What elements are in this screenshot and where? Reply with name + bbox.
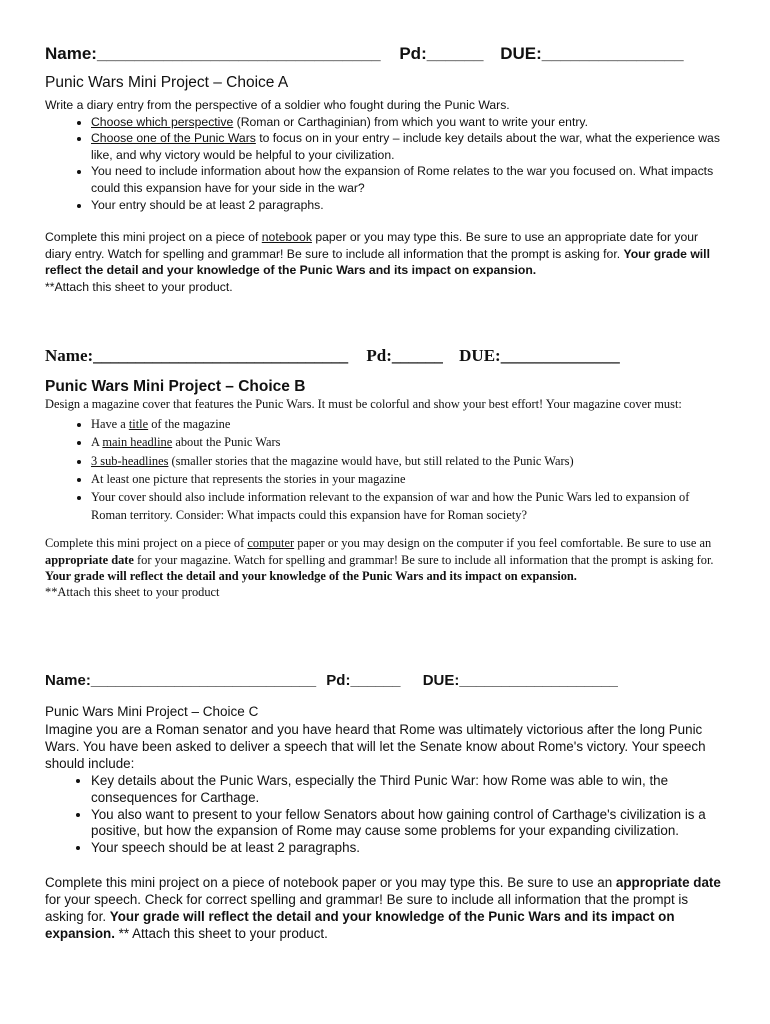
choice-c-list (45, 773, 725, 858)
choice-a-title: Punic Wars Mini Project – Choice A (45, 74, 289, 91)
choice-b-intro: Design a magazine cover that features the Punic Wars. It must be colorful and show your best effort! Your magazine cover must: (45, 397, 682, 411)
choice-a-list (45, 114, 725, 214)
choice-c-title: Punic Wars Mini Project – Choice C (45, 704, 259, 719)
name-blank: ___________________________ (90, 672, 317, 689)
attach-note: **Attach this sheet to your product. (45, 279, 233, 294)
pd-label: Pd: (399, 44, 427, 63)
choice-a-header (45, 44, 725, 64)
list-item: • Your entry should be at least 2 paragraphs. (91, 197, 725, 214)
attach-note: **Attach this sheet to your product (45, 585, 220, 600)
choice-c-section (45, 672, 725, 943)
choice-c-intro: Imagine you are a Roman senator and you have heard that Rome was ultimately victorious after the long Punic Wars. You have been asked to deliver a speech that will let the Senate know about Rome's victory. Your speech should include: (45, 722, 706, 771)
choice-a-intro: Write a diary entry from the perspective of a soldier who fought during the Punic Wars. (45, 98, 510, 112)
name-label: Name: (45, 346, 94, 365)
name-label: Name: (45, 44, 97, 63)
list-item: • Choose one of the Punic Wars to focus on in your entry – include key details about the war, what the experience was like, and why victory would be helpful to your civilization. (91, 130, 725, 163)
name-blank: ______________________________ (96, 44, 381, 63)
due-label: DUE: (459, 346, 501, 365)
grade-note: Your grade will reflect the detail and your knowledge of the Punic Wars and its impact on expansion. (45, 568, 577, 583)
list-item: • 3 sub-headlines (smaller stories that the magazine would have, but still related to the Punic Wars) (91, 452, 725, 470)
pd-label: Pd: (326, 672, 351, 689)
list-item: • At least one picture that represents the stories in your magazine (91, 470, 725, 488)
choice-c-header (45, 672, 725, 689)
name-label: Name: (45, 672, 91, 689)
list-item: • Have a title of the magazine (91, 415, 725, 433)
list-item: • Choose which perspective (Roman or Carthaginian) from which you want to write your entry. (91, 114, 725, 131)
pd-blank: ______ (391, 346, 443, 365)
list-item: • Your speech should be at least 2 paragraphs. (91, 840, 725, 857)
choice-b-header (45, 346, 725, 366)
name-blank: ______________________________ (93, 346, 349, 365)
choice-b-section (45, 346, 725, 600)
due-blank: ___________________ (459, 672, 618, 689)
pd-blank: ______ (426, 44, 484, 63)
list-item: • A main headline about the Punic Wars (91, 433, 725, 451)
choice-b-instructions: Complete this mini project on a piece of computer paper or you may design on the computer if you feel comfortable. Be sure to use an appropriate date for your magazine. Watch for spelling and grammar! Be sure to include all information that the prompt is asking for. Your grade will reflect the detail and your knowledge of the Punic Wars and its impact on expansion. (45, 536, 714, 583)
grade-note: Your grade will reflect the detail and your knowledge of the Punic Wars and its impact on expansion. (45, 909, 675, 941)
list-item: • You need to include information about how the expansion of Rome relates to the war you focused on. What impacts could this expansion have for your side in the war? (91, 163, 725, 196)
due-blank: ______________ (500, 346, 620, 365)
choice-b-title: Punic Wars Mini Project – Choice B (45, 378, 306, 395)
choice-a-section (45, 44, 725, 296)
choice-a-instructions: Complete this mini project on a piece of notebook paper or you may type this. Be sure to use an appropriate date for your diary entry. Watch for spelling and grammar! Be sure to include all information that the prompt is asking for. Your grade will reflect the detail and your knowledge of the Punic Wars and its impact on expansion. (45, 230, 710, 278)
choice-b-list (45, 415, 725, 524)
due-blank: _______________ (541, 44, 684, 63)
choice-c-instructions: Complete this mini project on a piece of notebook paper or you may type this. Be sure to use an appropriate date for your speech. Check for correct spelling and grammar! Be sure to include all information that the prompt is asking for. Your grade will reflect the detail and your knowledge of the Punic Wars and its impact on expansion. ** Attach this sheet to your product. (45, 875, 721, 941)
list-item: • Key details about the Punic Wars, especially the Third Punic War: how Rome was able to win, the consequences for Carthage. (91, 773, 725, 807)
attach-note: ** Attach this sheet to your product. (114, 925, 328, 941)
due-label: DUE: (500, 44, 542, 63)
grade-note: Your grade will reflect the detail and your knowledge of the Punic Wars and its impact on expansion. (45, 246, 710, 278)
pd-label: Pd: (366, 346, 392, 365)
due-label: DUE: (422, 672, 460, 689)
list-item: • Your cover should also include information relevant to the expansion of war and how the Punic Wars led to expansion of Roman territory. Consider: What impacts could this expansion have for Roman society? (91, 488, 725, 524)
pd-blank: ______ (350, 672, 401, 689)
list-item: • You also want to present to your fellow Senators about how gaining control of Carthage's civilization is a positive, but how the expansion of Rome may cause some problems for your expanding civilization. (91, 807, 725, 841)
